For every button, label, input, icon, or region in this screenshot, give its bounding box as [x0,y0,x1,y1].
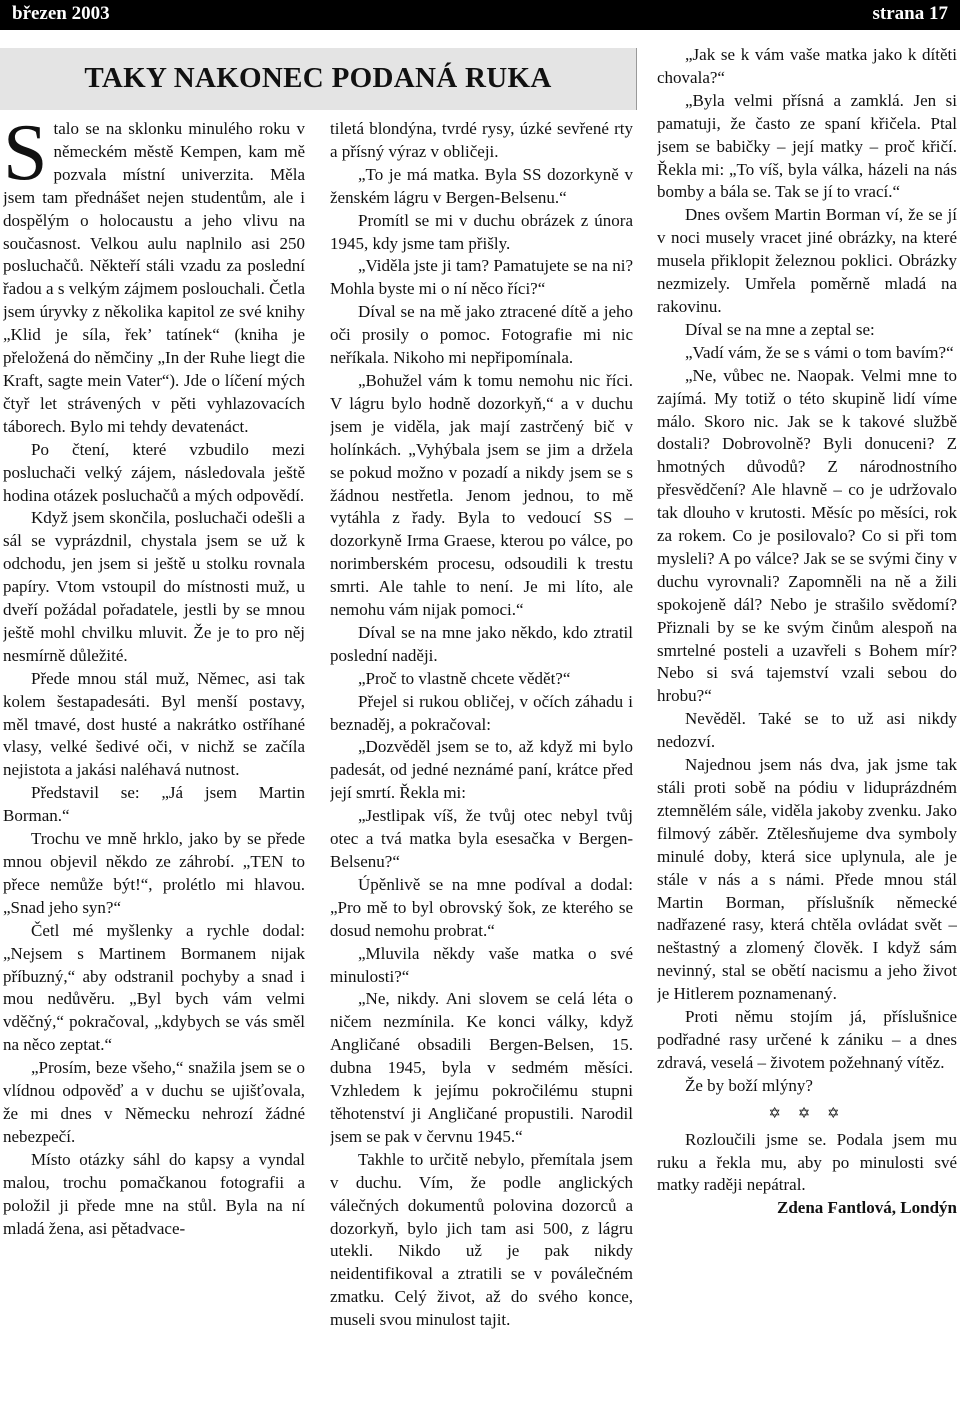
paragraph: Že by boží mlýny? [685,1075,813,1095]
paragraph: Úpěnlivě se na mne podíval a dodal: „Pro mě to byl obrovský šok, ze kterého se dosud nemohu probrat.“ [330,874,633,940]
column-3 [657,44,957,1220]
paragraph: „Jak se k vám vaše matka jako k dítěti chovala?“ [657,45,957,87]
paragraph: „Dozvěděl jsem se to, až když mi bylo padesát, od jedné neznámé paní, krátce před její smrtí. Řekla mi: [330,737,633,803]
paragraph: Když jsem skončila, posluchači odešli a sál se vyprázdnil, chystala jsem se už k odchodu, jen jsem si ještě u stolku rovnala papíry. Vtom vstoupil do místnosti muž, u dveří požádal pořadatele, jestli by se mnou ještě mohl chvilku mluvit. Že je to pro něj nesmírně důležité. [3,508,305,665]
paragraph: Představil se: „Já jsem Martin Borman.“ [3,783,305,826]
page-header [0,0,960,30]
paragraph: Takhle to určitě nebylo, přemítala jsem v duchu. Vím, že podle anglických válečných dokumentů polovina dozorců a dozorkyň, bylo jich tam asi 500, z lágru utekli. Nikdo už je pak nikdy neidentifikoval a ztratili se v poválečném zmatku. Celý život, až do svého konce, museli svou minulost tajit. [330,1149,633,1330]
paragraph: „Mluvila někdy vaše matka o své minulosti?“ [330,943,633,986]
paragraph: Přejel si rukou obličej, v očích záhadu i beznaděj, a pokračoval: [330,691,633,734]
paragraph: Díval se na mne a zeptal se: [685,319,875,339]
article-title-box [0,48,637,110]
paragraph: „Proč to vlastně chcete vědět?“ [358,668,571,688]
star-of-david-separator-icon: ✡ ✡ ✡ [768,1103,846,1122]
drop-cap: S [3,118,48,197]
paragraph-text: talo se na sklonku minulého roku v německém městě Kempen, kam mě pozvala místní univerzita. Měla jsem tam přednášet nejen studentům, ale i dospělým o holocaustu a jeho vlivu na současnost. Velkou aulu naplnilo asi 250 posluchačů. Někteří stáli vzadu za poslední řadou a s velkým zájmem poslouchali. Četla jsem úryvky z několika kapitol ze své knihy „Klid je síla, řek’ tatínek“ (kniha je přeložená do němčiny „In der Ruhe liegt die Kraft, sagte mein Vater“). Jde o líčení mých čtyř let strávených v pěti vyhlazovacích táborech. Bylo mi tehdy devatenáct. [3,119,305,436]
paragraph: Po čtení, které vzbudilo mezi posluchači velký zájem, následovala ještě hodina otázek posluchačů a mých odpovědí. [3,439,305,505]
paragraph: Najednou jsem nás dva, jak jsme tak stáli proti sobě na pódiu v liduprázdném ztemnělém sále, viděla jakoby zvenku. Jako filmový záběr. Ztělesňujeme dva symboly minulé doby, která sice uplynula, ale je stále v nás a s námi. Přede mnou stál Martin Borman, příslušník německé nadřazené rasy, která chtěla ovládat svět – neštastný a zlomený člověk. I když sám nevinný, stal se obětí nacismu a jeho život je Hitlerem poznamenaný. [657,755,957,1004]
paragraph: „Bohužel vám k tomu nemohu nic říci. V lágru bylo hodně dozorkyň,“ a v duchu jsem je viděla, jak mají zastrčený bič v holínkách. „Vyhýbala jsem se jim a držela se pokud možno v pozadí a nikdy jsem se s žádnou nestřetla. Jenom jednou, to mě vytáhla z řady. Byla to vedoucí SS – dozorkyně Irma Graese, kterou po válce, po norimberském procesu, odsoudili k trestu smrti. Ale tahle to není. Je mi líto, ale nemohu vám nijak pomoci.“ [330,370,633,620]
paragraph: „To je má matka. Byla SS dozorkyně v ženském lágru v Bergen-Belsenu.“ [330,164,633,207]
paragraph: „Ne, nikdy. Ani slovem se celá léta o ničem nezmínila. Ke konci války, když Angličané obsadili Bergen-Belsen, 15. dubna 1945, byla v sedmém měsíci. Vzhledem k jejímu pokročilému stupni těhotenství ji Angličané propustili. Narodil jsem se pak v červnu 1945.“ [330,989,633,1146]
paragraph: Dnes ovšem Martin Borman ví, že se jí v noci musely vracet jiné obrázky, na které musela přiklopit železnou poklici. Obrázky nezmizely. Umřela poměrně mladá na rakovinu. [657,205,957,316]
column-2 [330,118,633,1332]
author-signature: Zdena Fantlová, Londýn [777,1198,957,1218]
paragraph: Četl mé myšlenky a rychle dodal: „Nejsem s Martinem Bormanem nijak příbuzný,“ aby odstranil pochyby a snad i mou nedůvěru. „Byl bych vám velmi vděčný,“ pokračoval, „kdybych se vás směl na něco zeptat.“ [3,920,305,1055]
paragraph: Promítl se mi v duchu obrázek z února 1945, kdy jsme tam přišly. [330,210,633,253]
paragraph: „Viděla jste ji tam? Pamatujete se na ni? Mohla byste mi o ní něco říci?“ [330,256,633,299]
paragraph: „Byla velmi přísná a zamklá. Jen si pamatuji, že často ze spaní křičela. Ptal jsem se babičky – její matky – proč křičí. Řekla mi: „To víš, byla válka, házeli na nás bomby a bála se. Tak se jí to vrací.“ [657,90,957,202]
paragraph: Trochu ve mně hrklo, jako by se přede mnou objevil někdo ze záhrobí. „TEN to přece nemůže být!“, prolétlo mi hlavou. „Snad jeho syn?“ [3,829,305,917]
closing-paragraph: Rozloučili jsme se. Podala jsem mu ruku a řekla mu, aby po minulosti své matky raději nepátral. [657,1129,957,1195]
paragraph: „Prosím, beze všeho,“ snažila jsem se o vlídnou odpověď a v duchu se ujišťovala, že mi dnes v Německu nehrozí žádné nebezpečí. [3,1058,305,1146]
paragraph: tiletá blondýna, tvrdé rysy, úzké sevřené rty a přísný výraz v obličeji. [330,119,633,161]
paragraph: Proti němu stojím já, příslušnice podřadné rasy určené k zániku – a dnes zdravá, veselá – životem požehnaný vítěz. [657,1007,957,1072]
paragraph: Přede mnou stál muž, Němec, asi tak kolem šestapadesáti. Byl menší postavy, měl tmavé, dost husté a nakrátko ostříhané vlasy, velké šedivé oči, v nichž se začíla nejistota a jakási naléhavá nutnost. [3,668,305,780]
issue-date: březen 2003 [12,3,110,24]
paragraph: Nevěděl. Také se to už asi nikdy nedozví. [657,709,957,752]
page-number: strana 17 [872,3,948,24]
paragraph [3,118,305,439]
paragraph: Díval se na mě jako ztracené dítě a jeho oči prosily o pomoc. Fotografie mi nic neříkala. Nikoho mi nepřipomínala. [330,302,633,368]
paragraph: „Ne, vůbec ne. Naopak. Velmi mne to zajímá. My totiž o této skupině lidí víme málo. Skoro nic. Jak se k takové službě dostali? Dobrovolně? Byli donuceni? Z hmotných důvodů? Z národnostního přesvědčení? Ale hlavně – co je udržovalo tak dlouho v krutosti. Měsíc po měsíci, rok za rokem. Co je posilovalo? Co si při tom mysleli? A po válce? Jak se se svými činy v duchu vyrovnali? Zapomněli na ně a žili spokojeně dál? Nebo je strašilo svědomí? Přiznali by se ke svým činům alespoň na smrtelné posteli a uzavřeli s Bohem mír? Nebo si svá tajemství vzali sebou do hrobu?“ [657,365,957,706]
paragraph: Místo otázky sáhl do kapsy a vyndal malou, trochu pomačkanou fotografii a položil ji přede mne na stůl. Byla na ní mladá žena, asi pětadvace- [3,1149,305,1238]
column-1 [3,118,305,1240]
paragraph: „Vadí vám, že se s vámi o tom bavím?“ [685,342,954,362]
paragraph: Díval se na mne jako někdo, kdo ztratil poslední naději. [330,622,633,665]
article-title: TAKY NAKONEC PODANÁ RUKA [84,62,552,94]
paragraph: „Jestlipak víš, že tvůj otec nebyl tvůj otec a tvá matka byla esesačka v Bergen-Belsenu?“ [330,806,633,871]
